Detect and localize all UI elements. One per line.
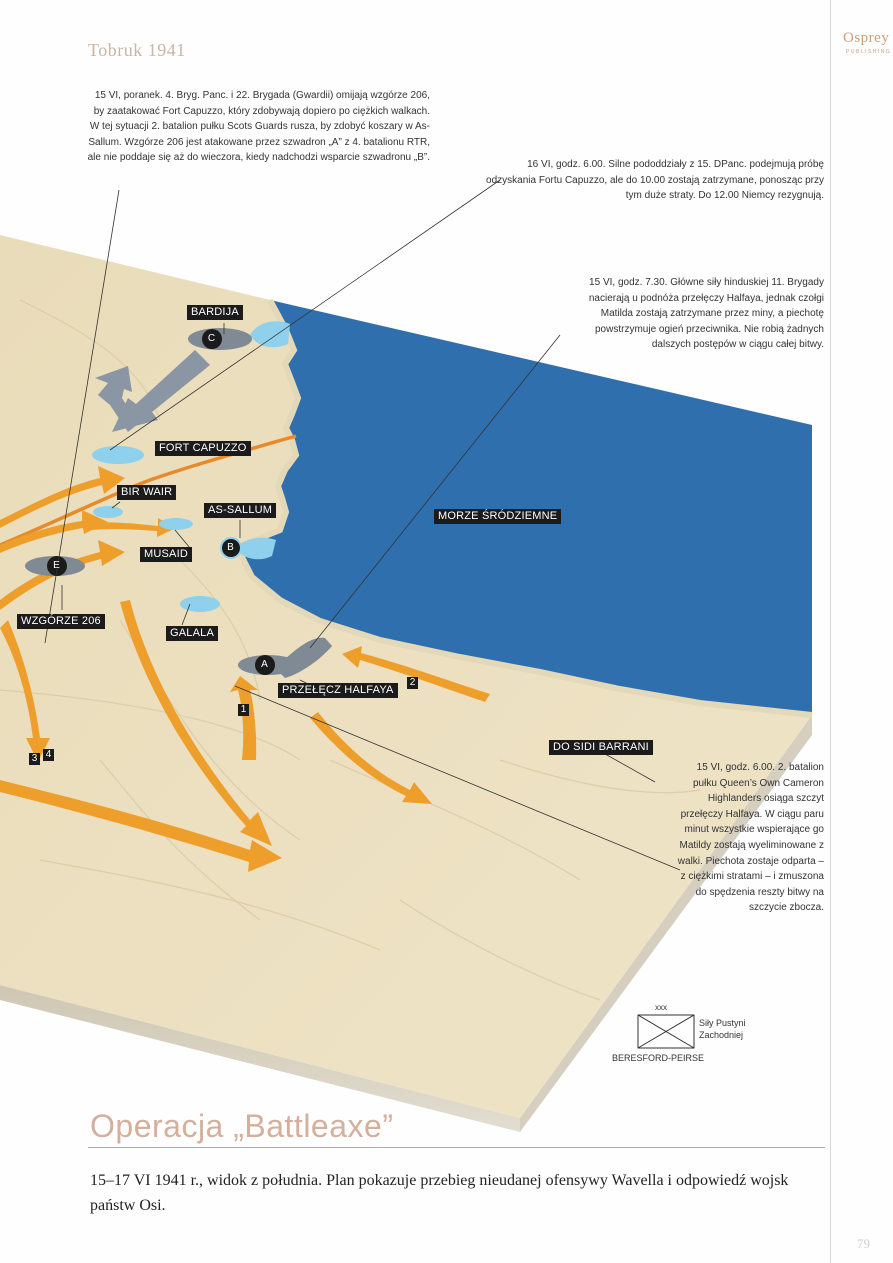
publisher-logo-subtitle: PUBLISHING xyxy=(846,49,892,55)
annotation-15vi-0730: 15 VI, godz. 7.30. Główne siły hinduskiej 11. Brygady nacierają u podnóża przełęczy Halfaya, jednak czołgi Matilda zostają zatrzymane przez miny, a piechotę powstrzymuje ogień przeciwnika. Nie robią żadnych dalszych postępów w ciągu całej bitwy. xyxy=(588,277,824,351)
label-do-sidi-barrani: DO SIDI BARRANI xyxy=(549,740,653,755)
label-morze-srodziemne: MORZE ŚRÓDZIEMNE xyxy=(434,509,561,524)
page-number: 79 xyxy=(857,1236,870,1251)
arrow-number-1: 1 xyxy=(238,704,249,716)
unit-marker-b-letter: B xyxy=(227,542,234,553)
running-header-title: Tobruk 1941 xyxy=(88,40,186,60)
unit-marker-c-letter: C xyxy=(207,333,216,344)
label-galala: GALALA xyxy=(166,626,218,641)
publisher-logo: Osprey xyxy=(843,30,890,46)
force-legend-symbol xyxy=(638,1015,694,1048)
position-bir-wair xyxy=(93,506,123,518)
legend-commander: BERESFORD-PEIRSE xyxy=(612,1053,705,1063)
label-fort-capuzzo: FORT CAPUZZO xyxy=(155,441,251,456)
label-musaid: MUSAID xyxy=(140,547,192,562)
position-fort-capuzzo xyxy=(92,446,144,464)
label-wzgorze-206: WZGÓRZE 206 xyxy=(17,614,105,629)
label-bir-wair: BIR WAIR xyxy=(117,485,176,500)
annotation-15vi-morning: 15 VI, poranek. 4. Bryg. Panc. i 22. Brygada (Gwardii) omijają wzgórze 206, by zaatakować Fort Capuzzo, który zdobywają dopiero po ciężkich walkach. W tej sytuacji 2. batalion pułku Scots Guards rusza, by zdobyć koszary w As-Sallum. Wzgórze 206 jest atakowane przez szwadron „A” z 4. batalionu RTR, ale nie poddaje się aż do wieczora, kiedy nadchodzi wsparcie szwadronu „B”. xyxy=(87,90,430,164)
legend-force-name: Siły Pustyni Zachodniej xyxy=(699,1018,746,1040)
unit-marker-e-letter: E xyxy=(53,560,60,571)
label-bardija: BARDIJA xyxy=(187,305,243,320)
arrow-number-2: 2 xyxy=(407,677,418,689)
legend-echelon: xxx xyxy=(655,1003,667,1012)
annotation-16vi-0600: 16 VI, godz. 6.00. Silne pododdziały z 15. DPanc. podejmują próbę odzyskania Fortu Capuzzo, ale do 10.00 zostają zatrzymane, ponosząc przy tym duże straty. Do 12.00 Niemcy rezygnują. xyxy=(486,159,824,202)
figure-caption: 15–17 VI 1941 r., widok z południa. Plan pokazuje przebieg nieudanej ofensywy Wavella i odpowiedź wojsk państw Osi. xyxy=(90,1172,789,1214)
annotation-15vi-0600-halfaya: 15 VI, godz. 6.00. 2. batalion pułku Queen’s Own Cameron Highlanders osiąga szczyt przełęczy Halfaya. W ciągu paru minut wszystkie wspierające go Matildy zostają wyeliminowane z walki. Piechota zostaje odparta – z ciężkimi stratami – i zmuszona do spędzenia reszty bitwy na szczycie zbocza. xyxy=(677,762,824,914)
section-divider xyxy=(88,1147,825,1148)
arrow-number-4: 4 xyxy=(43,749,54,761)
unit-marker-a-letter: A xyxy=(261,659,268,670)
section-title: Operacja „Battleaxe” xyxy=(90,1108,394,1144)
arrow-number-3: 3 xyxy=(29,753,40,765)
label-as-sallum: AS-SALLUM xyxy=(204,503,276,518)
label-przelecz-halfaya: PRZEŁĘCZ HALFAYA xyxy=(278,683,398,698)
position-galala xyxy=(180,596,220,612)
position-musaid xyxy=(159,518,193,530)
